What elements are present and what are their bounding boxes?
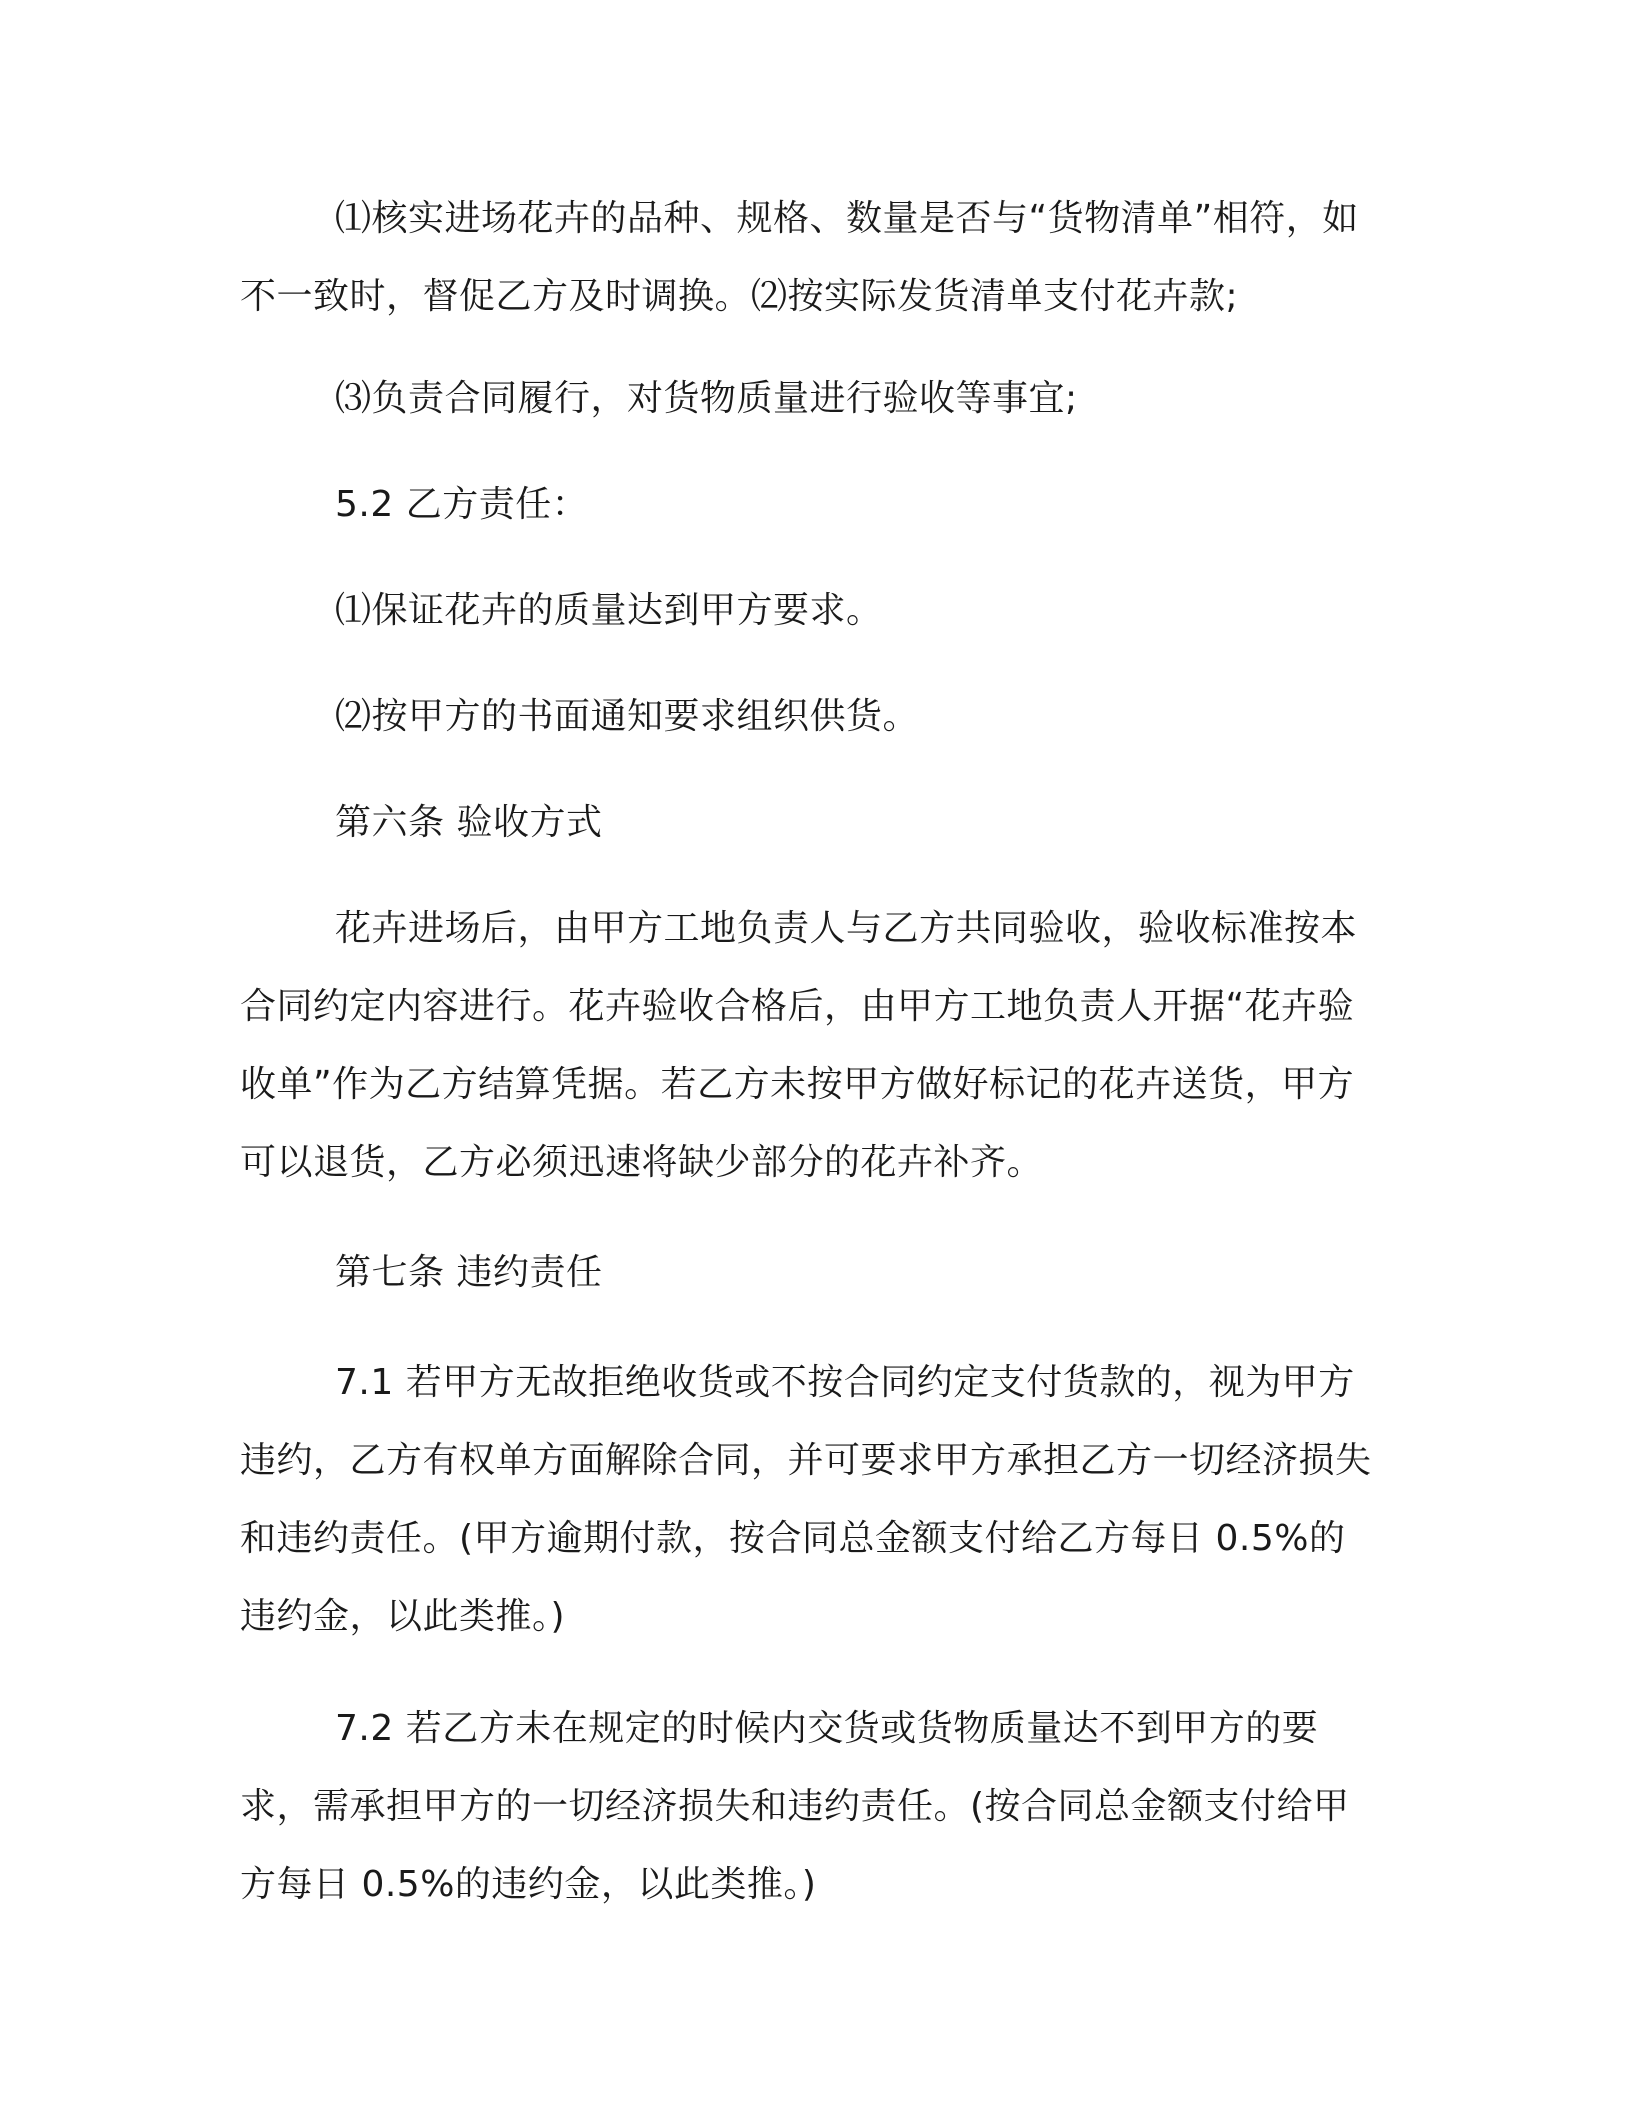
- paragraph-seller-duty-1: ⑴保证花卉的质量达到甲方要求。: [335, 590, 883, 631]
- heading-article-7: 第七条 违约责任: [335, 1252, 603, 1293]
- document-body: [240, 180, 1380, 1924]
- heading-article-6: 第六条 验收方式: [335, 802, 603, 843]
- paragraph-breach-7-1: 7.1 若甲方无故拒绝收货或不按合同约定支付货款的，视为甲方违约，乙方有权单方面解除合同，并可要求甲方承担乙方一切经济损失和违约责任。(甲方逾期付款，按合同总金额支付给乙方每日 0.5%的违约金，以此类推。): [240, 1362, 1372, 1637]
- paragraph-buyer-duty-3: ⑶负责合同履行，对货物质量进行验收等事宜;: [335, 378, 1078, 419]
- heading-seller-responsibility: 5.2 乙方责任：: [335, 484, 589, 525]
- paragraph-seller-duty-2: ⑵按甲方的书面通知要求组织供货。: [335, 696, 920, 737]
- paragraph-acceptance-method: 花卉进场后，由甲方工地负责人与乙方共同验收，验收标准按本合同约定内容进行。花卉验收合格后，由甲方工地负责人开据“花卉验收单”作为乙方结算凭据。若乙方未按甲方做好标记的花卉送货，甲方可以退货，乙方必须迅速将缺少部分的花卉补齐。: [240, 908, 1358, 1183]
- paragraph-buyer-duty-1-2: ⑴核实进场花卉的品种、规格、数量是否与“货物清单”相符，如不一致时，督促乙方及时调换。⑵按实际发货清单支付花卉款;: [240, 198, 1359, 317]
- paragraph-breach-7-2: 7.2 若乙方未在规定的时候内交货或货物质量达不到甲方的要求，需承担甲方的一切经济损失和违约责任。(按合同总金额支付给甲方每日 0.5%的违约金，以此类推。): [240, 1708, 1350, 1905]
